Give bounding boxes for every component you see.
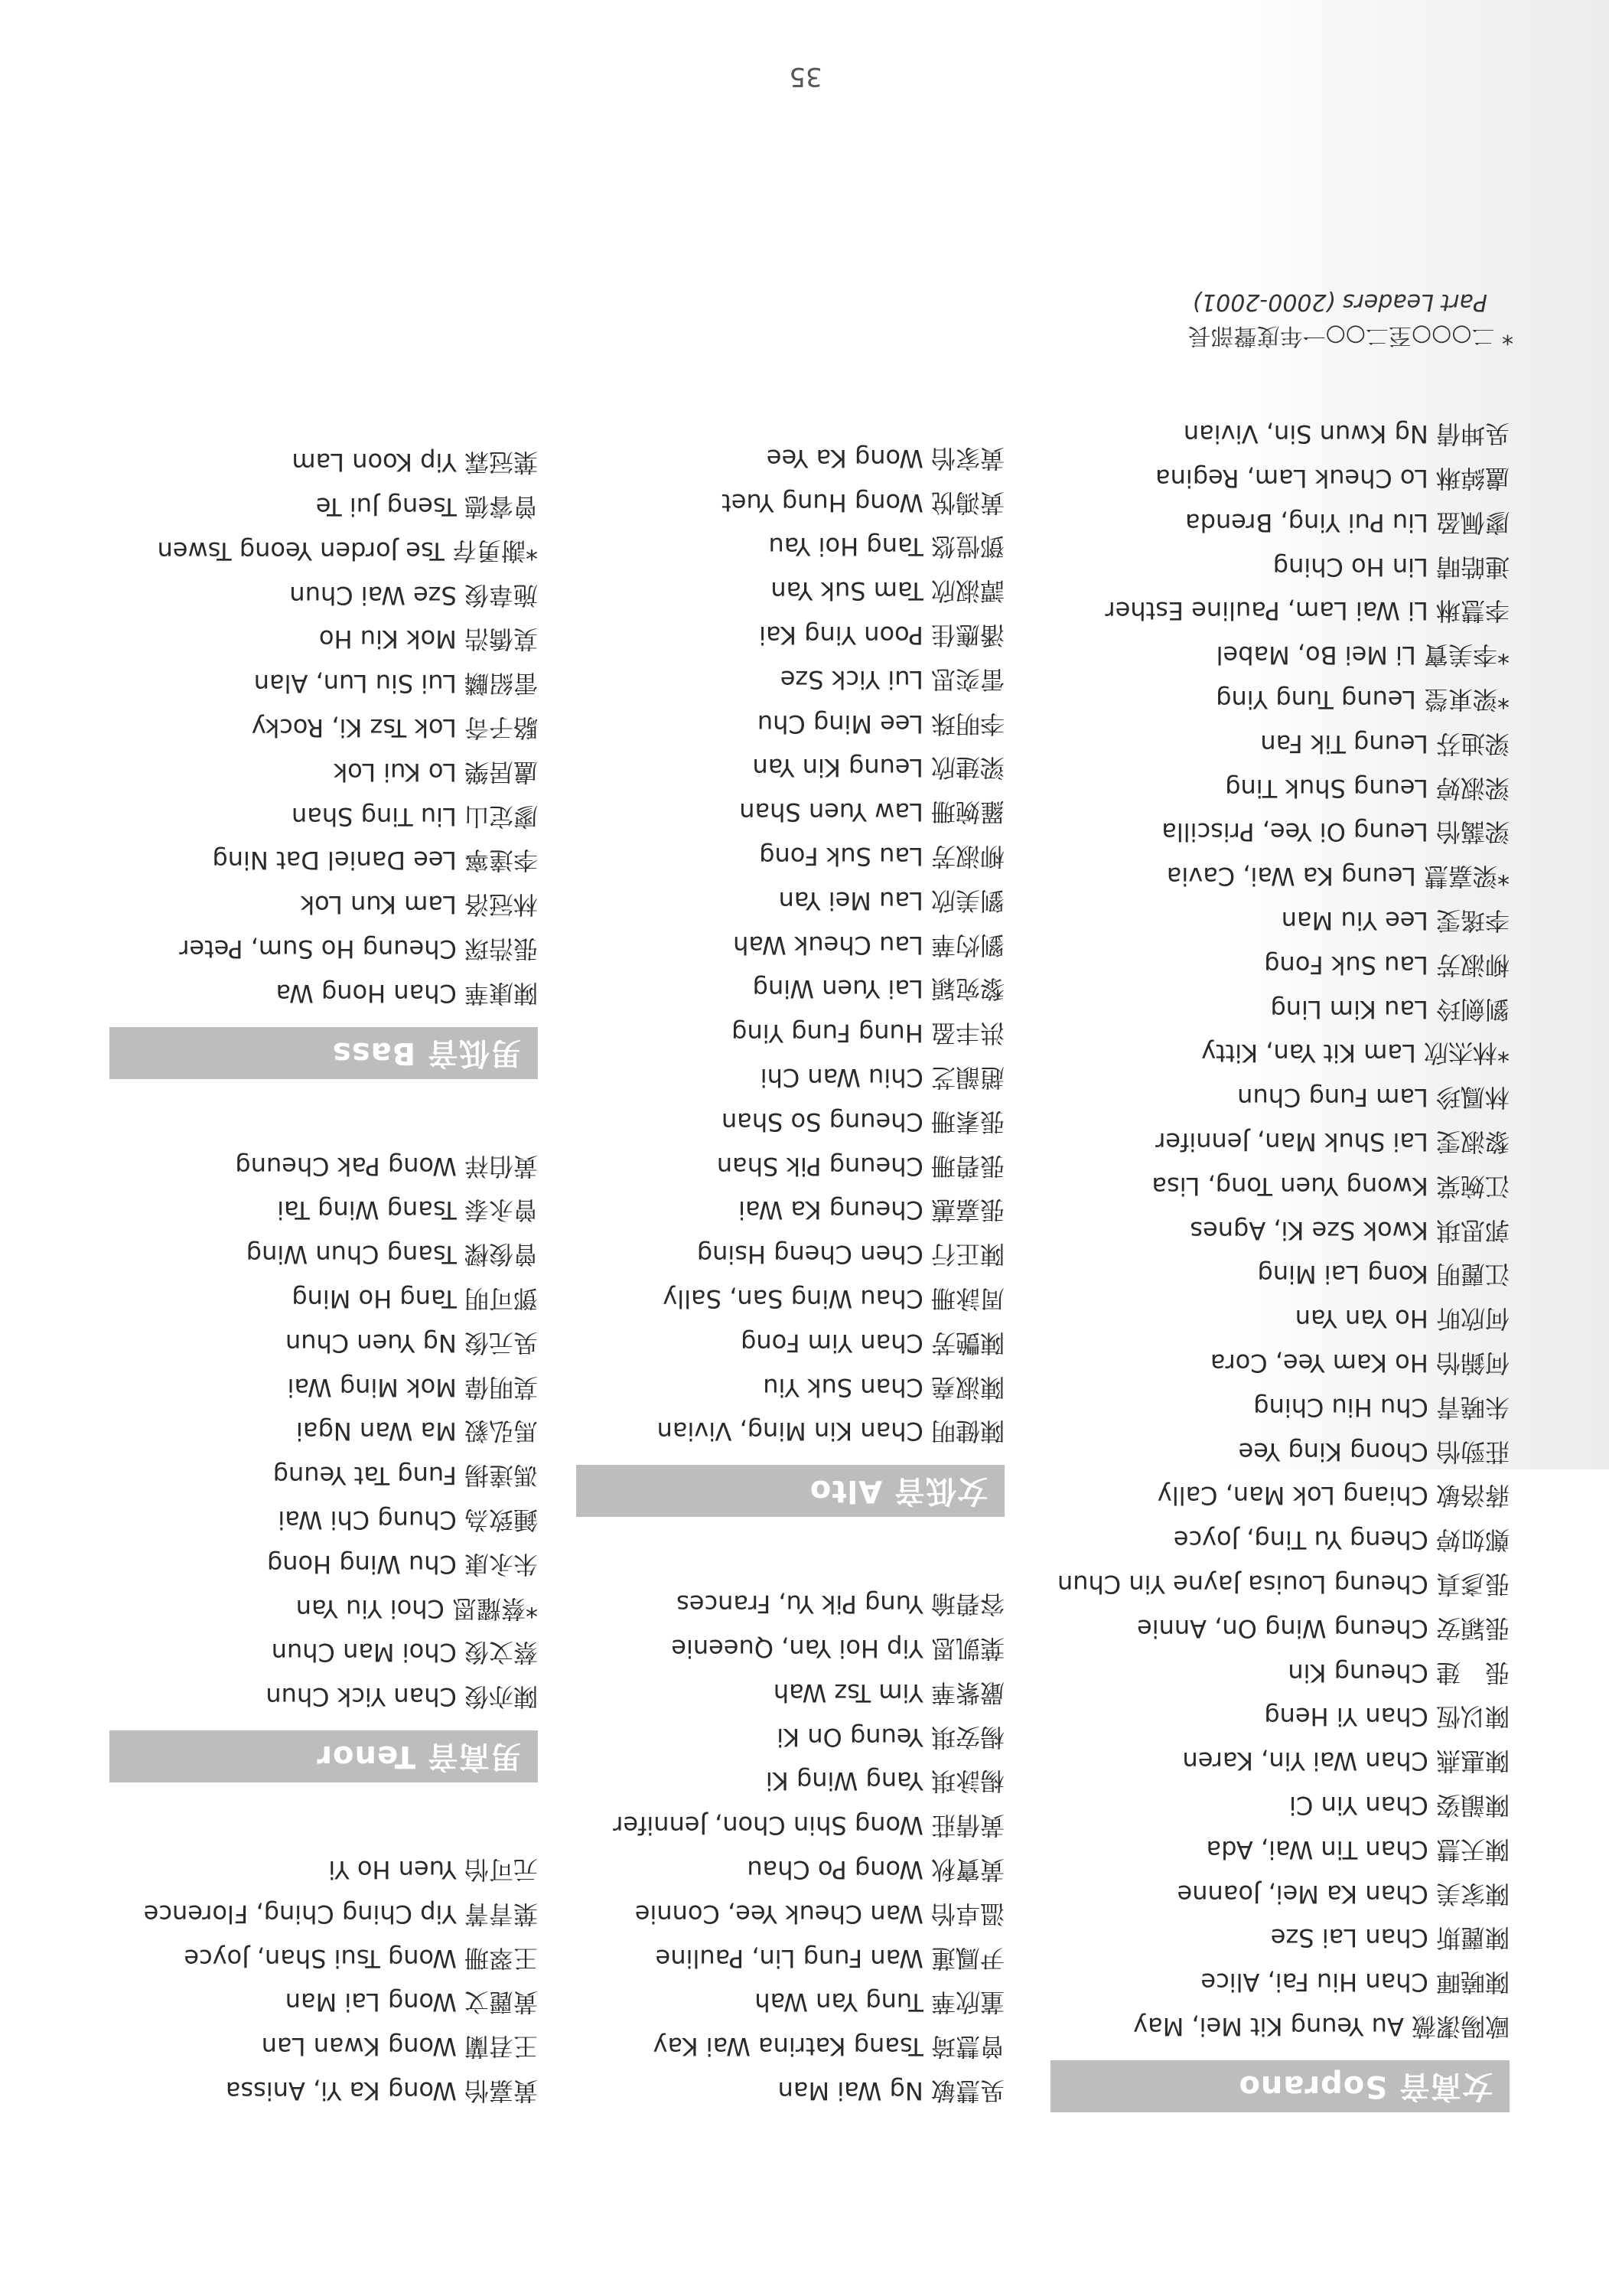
member-name: *謝勇存 Tse Jorden Yeong Tswen (157, 536, 538, 566)
member-name: 梁迪芬 Leung Tik Fan (1260, 729, 1510, 758)
member-name: 盧居樂 Lo Kui Lok (333, 757, 538, 787)
member-name: 張碧珊 Cheung Pik Shan (716, 1151, 1005, 1181)
member-name: 葉青菁 Yip Ching Ching, Florence (143, 1899, 538, 1929)
member-name: 柳淑芳 Lau Suk Fong (759, 842, 1005, 872)
member-name: 趙韻芝 Chiu Wan Chi (760, 1063, 1005, 1093)
member-name: 尹鳳蓮 Wan Fung Lin, Pauline (655, 1943, 1005, 1973)
footnote-zh: * 二○○○至二○○一年度聲部長 (1187, 322, 1513, 349)
member-name: 李達寧 Lee Daniel Dat Ning (212, 846, 538, 876)
member-name: 陳天慧 Chan Tin Wai, Ada (1206, 1835, 1510, 1864)
member-name: 劉劍玲 Lau Kim Ling (1270, 994, 1510, 1024)
column-tenor-bass (109, 440, 538, 2113)
member-name: 陳以恆 Chan Yi Heng (1264, 1702, 1510, 1732)
member-name: 駱子奇 Lok Tsz Ki, Rocky (251, 713, 538, 743)
member-name: 江麗明 Kong Lai Ming (1257, 1260, 1510, 1290)
member-name: 洪丰盈 Hung Fung Ying (731, 1019, 1005, 1049)
member-name: 張穎安 Cheung Wing On, Annie (1137, 1613, 1510, 1643)
member-name: 曾睿德 Tseng Jui Te (315, 492, 538, 522)
member-name: 鄧可明 Tang Ho Ming (292, 1284, 538, 1314)
member-name: 楊安琪 Yeung On Ki (777, 1722, 1005, 1752)
member-name: *李美寶 Li Mei Bo, Mabel (1216, 641, 1510, 670)
member-name: 劉灼華 Lau Cheuk Wah (733, 930, 1005, 960)
member-name: 嚴紫華 Yim Tsz Wah (773, 1678, 1005, 1707)
member-name: 梁藹怡 Leung Oi Yee, Priscilla (1161, 817, 1510, 847)
member-name: 張素珊 Cheung So Shan (721, 1107, 1005, 1137)
member-name: 盧綽琳 Lo Cheuk Lam, Regina (1155, 464, 1510, 494)
member-name: 林鳳珍 Lam Fung Chun (1237, 1083, 1510, 1113)
member-name: 黃倩莊 Wong Shin Chon, Jennifer (613, 1811, 1005, 1841)
member-name: 董欣華 Tung Yan Wah (754, 1988, 1005, 2017)
bass-list (109, 440, 538, 1015)
member-name: 廖定山 Liu Ting Shan (291, 801, 538, 831)
member-name: 黃寶秋 Wong Po Chau (747, 1855, 1005, 1885)
member-name: 張嘉蕙 Cheung Ka Wai (738, 1195, 1005, 1225)
member-name: 柳淑芳 Lau Suk Fong (1264, 950, 1510, 980)
member-name: 陳惠燕 Chan Wai Yin, Karen (1182, 1746, 1510, 1776)
member-name: 李慧琳 Li Wai Lam, Pauline Esther (1105, 596, 1510, 626)
member-name: 曾永泰 Tsang Wing Tai (277, 1195, 538, 1225)
member-name: 陳韻姿 Chan Yin Ci (1289, 1791, 1510, 1821)
member-name: 張 建 Cheung Kin (1288, 1658, 1510, 1688)
member-name: 羅婉珊 Law Yuen Shan (739, 797, 1005, 827)
member-name: 容碧瑜 Yung Pik Yu, Frances (676, 1590, 1005, 1619)
member-name: 王君蘭 Wong Kwan Lan (261, 2032, 538, 2062)
member-name: 陳淑堯 Chan Suk Yiu (763, 1372, 1005, 1402)
member-name: 鄭如婷 Cheng Yu Ting, Joyce (1173, 1525, 1510, 1555)
footnote-en: Part Leaders (2000-2001) (1192, 289, 1487, 315)
member-name: 陳艷芳 Chan Yim Fong (741, 1328, 1005, 1358)
member-name: 黃鴻悅 Wong Hung Yuet (721, 488, 1005, 517)
soprano-header: 女高音 Soprano (1050, 2060, 1510, 2112)
member-name: 黃嘉怡 Wong Ka Yi, Anissa (225, 2076, 538, 2105)
member-name: 葉凱恩 Yip Hoi Yan, Queenie (671, 1634, 1005, 1664)
member-name: 蔣洛敏 Chiang Lok Man, Cally (1157, 1481, 1510, 1511)
member-name: 連皓晴 Lin Ho Ching (1272, 552, 1510, 582)
member-name: 陳健明 Chan Kin Ming, Vivian (656, 1417, 1005, 1446)
member-name: 梁建欣 Leung Kin Yan (752, 753, 1005, 783)
column-soprano (1050, 412, 1510, 2112)
member-name: 馮達揚 Fung Tat Yeung (272, 1461, 538, 1491)
member-name: 元可怡 Yuen Ho Yi (328, 1855, 538, 1885)
member-name: 歐陽潔薇 Au Yeung Kit Mei, May (1133, 2012, 1510, 2041)
member-name: 黃家怡 Wong Ka Yee (766, 443, 1005, 473)
member-name: 莫僑浩 Mok Kiu Ho (318, 625, 538, 654)
member-name: 陳正行 Chen Cheng Hsing (696, 1240, 1005, 1270)
member-name: 葉冠霖 Yip Koon Lam (292, 448, 538, 478)
alto-list (576, 435, 1005, 1453)
member-name: 黃伯祥 Wong Pak Cheung (235, 1151, 538, 1181)
tenor-header: 男高音 Tenor (109, 1730, 538, 1782)
member-name: 潘應佳 Poon Ying Kai (759, 621, 1005, 651)
member-name: 譚淑欣 Tam Suk Yan (770, 576, 1005, 606)
member-name: 黎宛穎 Lai Yuen Wing (752, 974, 1005, 1004)
member-name: 何欣昕 Ho Yan Yan (1295, 1304, 1510, 1334)
member-name: *梁東瑩 Leung Tung Ying (1216, 685, 1510, 715)
member-name: 馬弘毅 Ma Wan Ngai (296, 1417, 538, 1446)
member-name: 曾慧琦 Tsang Katrina Wai Kay (653, 2032, 1005, 2062)
member-name: 鍾致為 Chung Chi Wai (278, 1505, 538, 1535)
member-name: 朱曉青 Chu Hiu Ching (1253, 1392, 1510, 1422)
member-name: 周詠珊 Chau Wing San, Sally (663, 1284, 1005, 1314)
member-name: 劉美欣 Lau Mei Yan (778, 885, 1005, 915)
member-name: 溫卓怡 Wan Cheuk Yee, Connie (634, 1899, 1005, 1929)
member-name: 吳慧敏 Ng Wai Man (777, 2076, 1005, 2105)
member-name: *林杰欣 Lam Kit Yan, Kitty (1201, 1039, 1510, 1068)
member-name: 蔡文俊 Choi Man Chun (271, 1638, 538, 1668)
member-name: *梁嘉慧 Leung Ka Wai, Cavia (1166, 862, 1510, 892)
tenor-list (109, 1143, 538, 1718)
member-name: 陳曉暉 Chan Hiu Fai, Alice (1200, 1968, 1510, 1998)
member-name: 王翠珊 Wong Tsui Shan, Joyce (184, 1943, 538, 1973)
member-name: 何錦怡 Ho Kam Yee, Cora (1210, 1349, 1510, 1378)
member-name: 廖佩盈 Liu Pui Ying, Brenda (1185, 507, 1510, 537)
alto-header: 女低音 Alto (576, 1465, 1005, 1517)
member-name: 曾俊樑 Tsang Chun Wing (246, 1240, 538, 1270)
tenor-list-continued (109, 1847, 538, 2112)
member-name: 施韋俊 Sze Wai Chun (289, 580, 538, 610)
alto-list-continued (576, 1581, 1005, 2112)
member-name: 黎淑雯 Lai Shuk Man, Jennifer (1155, 1127, 1510, 1157)
member-name: 郭思琪 Kwok Sze Ki, Agnes (1190, 1215, 1510, 1245)
member-name: 楊詠琪 Yang Wing Ki (765, 1766, 1005, 1796)
page-number: 35 (789, 61, 822, 92)
footnote (1188, 285, 1513, 352)
member-name: 梁淑婷 Leung Shuk Ting (1225, 773, 1510, 803)
member-name: 吳元俊 Ng Yuen Chun (285, 1328, 538, 1358)
member-name: 雷紹麟 Lui Siu Lun, Alan (253, 669, 538, 699)
column-alto (576, 435, 1005, 2112)
member-name: 莫明偉 Mok Ming Wai (287, 1372, 538, 1402)
member-name: 張浩琛 Cheung Ho Sum, Peter (179, 934, 538, 964)
member-name: 陳亦俊 Chan Yick Chun (265, 1682, 538, 1712)
bass-header: 男低音 Bass (109, 1027, 538, 1079)
soprano-list (1050, 412, 1510, 2048)
member-name: 李瑤雯 Lee Yiu Man (1281, 906, 1510, 936)
member-name: 雷奕思 Lui Yick Sze (780, 664, 1005, 694)
member-name: 陳家美 Chan Ka Mei, Joanne (1177, 1879, 1510, 1909)
member-name: 陳麗斯 Chan Lai Sze (1270, 1923, 1510, 1953)
member-name: 黃麗文 Wong Lai Man (285, 1988, 538, 2017)
member-name: *蔡耀恩 Choi Yiu Yan (295, 1593, 538, 1623)
member-name: 江婉棠 Kwong Yuen Tong, Lisa (1151, 1171, 1510, 1201)
member-name: 張彥真 Cheung Louisa Jayne Yin Chun (1057, 1570, 1510, 1600)
member-name: 朱永康 Chu Wing Hong (266, 1549, 538, 1579)
member-name: 林冠洛 Lam Kun Lok (300, 890, 538, 920)
member-name: 鄧愷悠 Tang Hoi Yau (768, 532, 1005, 562)
member-name: 吳坤倩 Ng Kwun Sin, Vivian (1183, 419, 1510, 449)
member-name: 李明珠 Lee Ming Chu (757, 709, 1005, 739)
member-name: 莊勁怡 Chong King Yee (1238, 1437, 1510, 1466)
member-name: 陳康華 Chan Hong Wa (275, 978, 538, 1008)
